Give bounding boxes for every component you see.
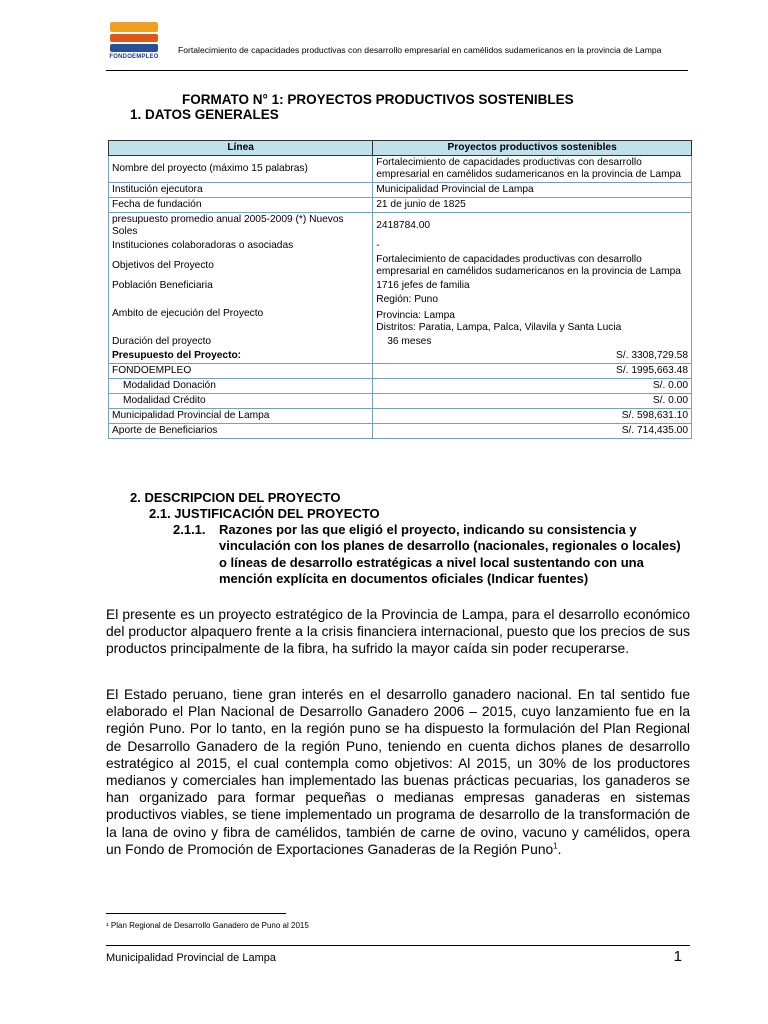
paragraph-1: El presente es un proyecto estratégico de la Provincia de Lampa, para el desarrollo económico del productor alpaquero frente a la crisis financiera internacional, puesto que los precios de sus productos principalmente de la fibra, ha sufrido la mayor caída sin poder recuperarse. [106, 607, 690, 657]
table-row [109, 213, 692, 240]
section-2-heading: 2. DESCRIPCION DEL PROYECTO [130, 490, 341, 505]
fondoempleo-value: S/. 1995,663.48 [373, 364, 692, 379]
fecha-label: Fecha de fundación [109, 198, 373, 213]
section-2-1-heading: 2.1. JUSTIFICACIÓN DEL PROYECTO [149, 506, 380, 521]
presupuesto-proyecto-label: Presupuesto del Proyecto: [109, 349, 373, 364]
nombre-value: Fortalecimiento de capacidades productivas con desarrollo empresarial en camélidos sudamericanos en la provincia de Lampa [373, 156, 692, 183]
aporte-value: S/. 714,435.00 [373, 424, 692, 439]
presupuesto-value: 2418784.00 [373, 213, 692, 240]
poblacion-label: Población Beneficiaria [109, 279, 373, 293]
table-row [109, 156, 692, 183]
table-row [109, 394, 692, 409]
header-rule [106, 70, 688, 71]
table-header-row [109, 141, 692, 156]
distritos-value: Distritos: Paratia, Lampa, Palca, Vilavila y Santa Lucia [376, 322, 622, 333]
footnote-ref[interactable]: 1 [553, 841, 558, 851]
table-row [109, 424, 692, 439]
table-row [109, 335, 692, 349]
table-row [109, 253, 692, 279]
table-header-proyectos: Proyectos productivos sostenibles [373, 141, 692, 156]
donacion-value: S/. 0.00 [373, 379, 692, 394]
duracion-label: Duración del proyecto [109, 335, 373, 349]
credito-label: Modalidad Crédito [109, 394, 373, 409]
logo-band-blue [110, 44, 158, 52]
provincia-value: Provincia: Lampa [376, 310, 455, 321]
paragraph-2-text: El Estado peruano, tiene gran interés en el desarrollo ganadero nacional. En tal sentido fue elaborado el Plan Nacional de Desarrollo Ganadero 2006 – 2015, cuyo lanzamiento fue en la región Puno. Por lo tanto, en la región puno se ha dispuesto la formulación del Plan Regional de Desarrollo Ganadero de la región Puno, teniendo en cuenta dichos planes de desarrollo estratégico al 2015, el cual contempla como objetivos: Al 2015, un 30% de los productores medianos y comerciales han implementado las buenas prácticas pecuarias, los ganaderos se han organizado para formar pequeñas o medianas empresas ganaderas en sistemas productivos viables, se tiene implementado un programa de desarrollo de la transformación de la lana de ovino y fibra de camélidos, también de carne de ovino, vacuno y camélidos, opera un Fondo de Promoción de Exportaciones Ganaderas de la Región Puno [106, 687, 690, 857]
duracion-value: 36 meses [373, 335, 692, 349]
table-row [109, 379, 692, 394]
table-header-linea: Línea [109, 141, 373, 156]
footer-rule [106, 945, 690, 946]
objetivos-label: Objetivos del Proyecto [109, 253, 373, 279]
table-row [109, 198, 692, 213]
municipalidad-value: S/. 598,631.10 [373, 409, 692, 424]
table-row [109, 239, 692, 253]
municipalidad-label: Municipalidad Provincial de Lampa [109, 409, 373, 424]
logo-text: FONDOEMPLEO [109, 54, 159, 60]
general-data-table [108, 140, 692, 439]
objetivos-value: Fortalecimiento de capacidades productivas con desarrollo empresarial en camélidos sudamericanos en la provincia de Lampa [373, 253, 692, 279]
nombre-label: Nombre del proyecto (máximo 15 palabras) [109, 156, 373, 183]
table-row [109, 349, 692, 364]
presupuesto-proyecto-value: S/. 3308,729.58 [373, 349, 692, 364]
paragraph-2: El Estado peruano, tiene gran interés en el desarrollo ganadero nacional. En tal sentido fue elaborado el Plan Nacional de Desarrollo Ganadero 2006 – 2015, cuyo lanzamiento fue en la región Puno. Por lo tanto, en la región puno se ha dispuesto la formulación del Plan Regional de Desarrollo Ganadero de la región Puno, teniendo en cuenta dichos planes de desarrollo estratégico al 2015, el cual contempla como objetivos: Al 2015, un 30% de los productores medianos y comerciales han implementado las buenas prácticas pecuarias, los ganaderos se han organizado para formar pequeñas o medianas empresas ganaderas en sistemas productivos viables, se tiene implementado un programa de desarrollo de la transformación de la lana de ovino y fibra de camélidos, también de carne de ovino, vacuno y camélidos, opera un Fondo de Promoción de Exportaciones Ganaderas de la Región Puno$^1$. [106, 687, 690, 857]
table-row [109, 183, 692, 198]
footnote: ¹ Plan Regional de Desarrollo Ganadero de Puno al 2015 [106, 921, 309, 930]
colaboradoras-value: - [373, 239, 692, 253]
table-row [109, 364, 692, 379]
poblacion-value: 1716 jefes de familia [373, 279, 692, 293]
logo-band-red [110, 34, 158, 42]
ambito-value [373, 293, 692, 335]
ambito-label: Ambito de ejecución del Proyecto [109, 293, 373, 335]
table-row [109, 279, 692, 293]
table-row [109, 293, 692, 335]
presupuesto-label: presupuesto promedio anual 2005-2009 (*) Nuevos Soles [109, 213, 373, 240]
credito-value: S/. 0.00 [373, 394, 692, 409]
document-title: FORMATO N° 1: PROYECTOS PRODUCTIVOS SOSTENIBLES [182, 92, 574, 107]
section-2-1-1-number: 2.1.1. [173, 522, 206, 537]
header-title: Fortalecimiento de capacidades productivas con desarrollo empresarial en camélidos sudamericanos en la provincia de Lampa [178, 45, 662, 55]
institucion-label: Institución ejecutora [109, 183, 373, 198]
aporte-label: Aporte de Beneficiarios [109, 424, 373, 439]
section-2-1-1-heading: Razones por las que eligió el proyecto, indicando su consistencia y vinculación con los planes de desarrollo (nacionales, regionales o locales) o líneas de desarrollo estratégicas a nivel local sustentando con una mención explícita en documentos oficiales (Indicar fuentes) [219, 522, 681, 587]
footnote-rule [106, 913, 286, 914]
logo-band-orange [110, 22, 158, 32]
section-1-heading: 1. DATOS GENERALES [130, 107, 279, 122]
fecha-value: 21 de junio de 1825 [373, 198, 692, 213]
donacion-label: Modalidad Donación [109, 379, 373, 394]
colaboradoras-label: Instituciones colaboradoras o asociadas [109, 239, 373, 253]
fondoempleo-logo [108, 20, 160, 62]
page-number: 1 [673, 948, 682, 965]
institucion-value: Municipalidad Provincial de Lampa [373, 183, 692, 198]
fondoempleo-label: FONDOEMPLEO [109, 364, 373, 379]
footer-institution: Municipalidad Provincial de Lampa [106, 952, 276, 964]
region-value: Región: Puno [376, 294, 439, 305]
table-row [109, 409, 692, 424]
